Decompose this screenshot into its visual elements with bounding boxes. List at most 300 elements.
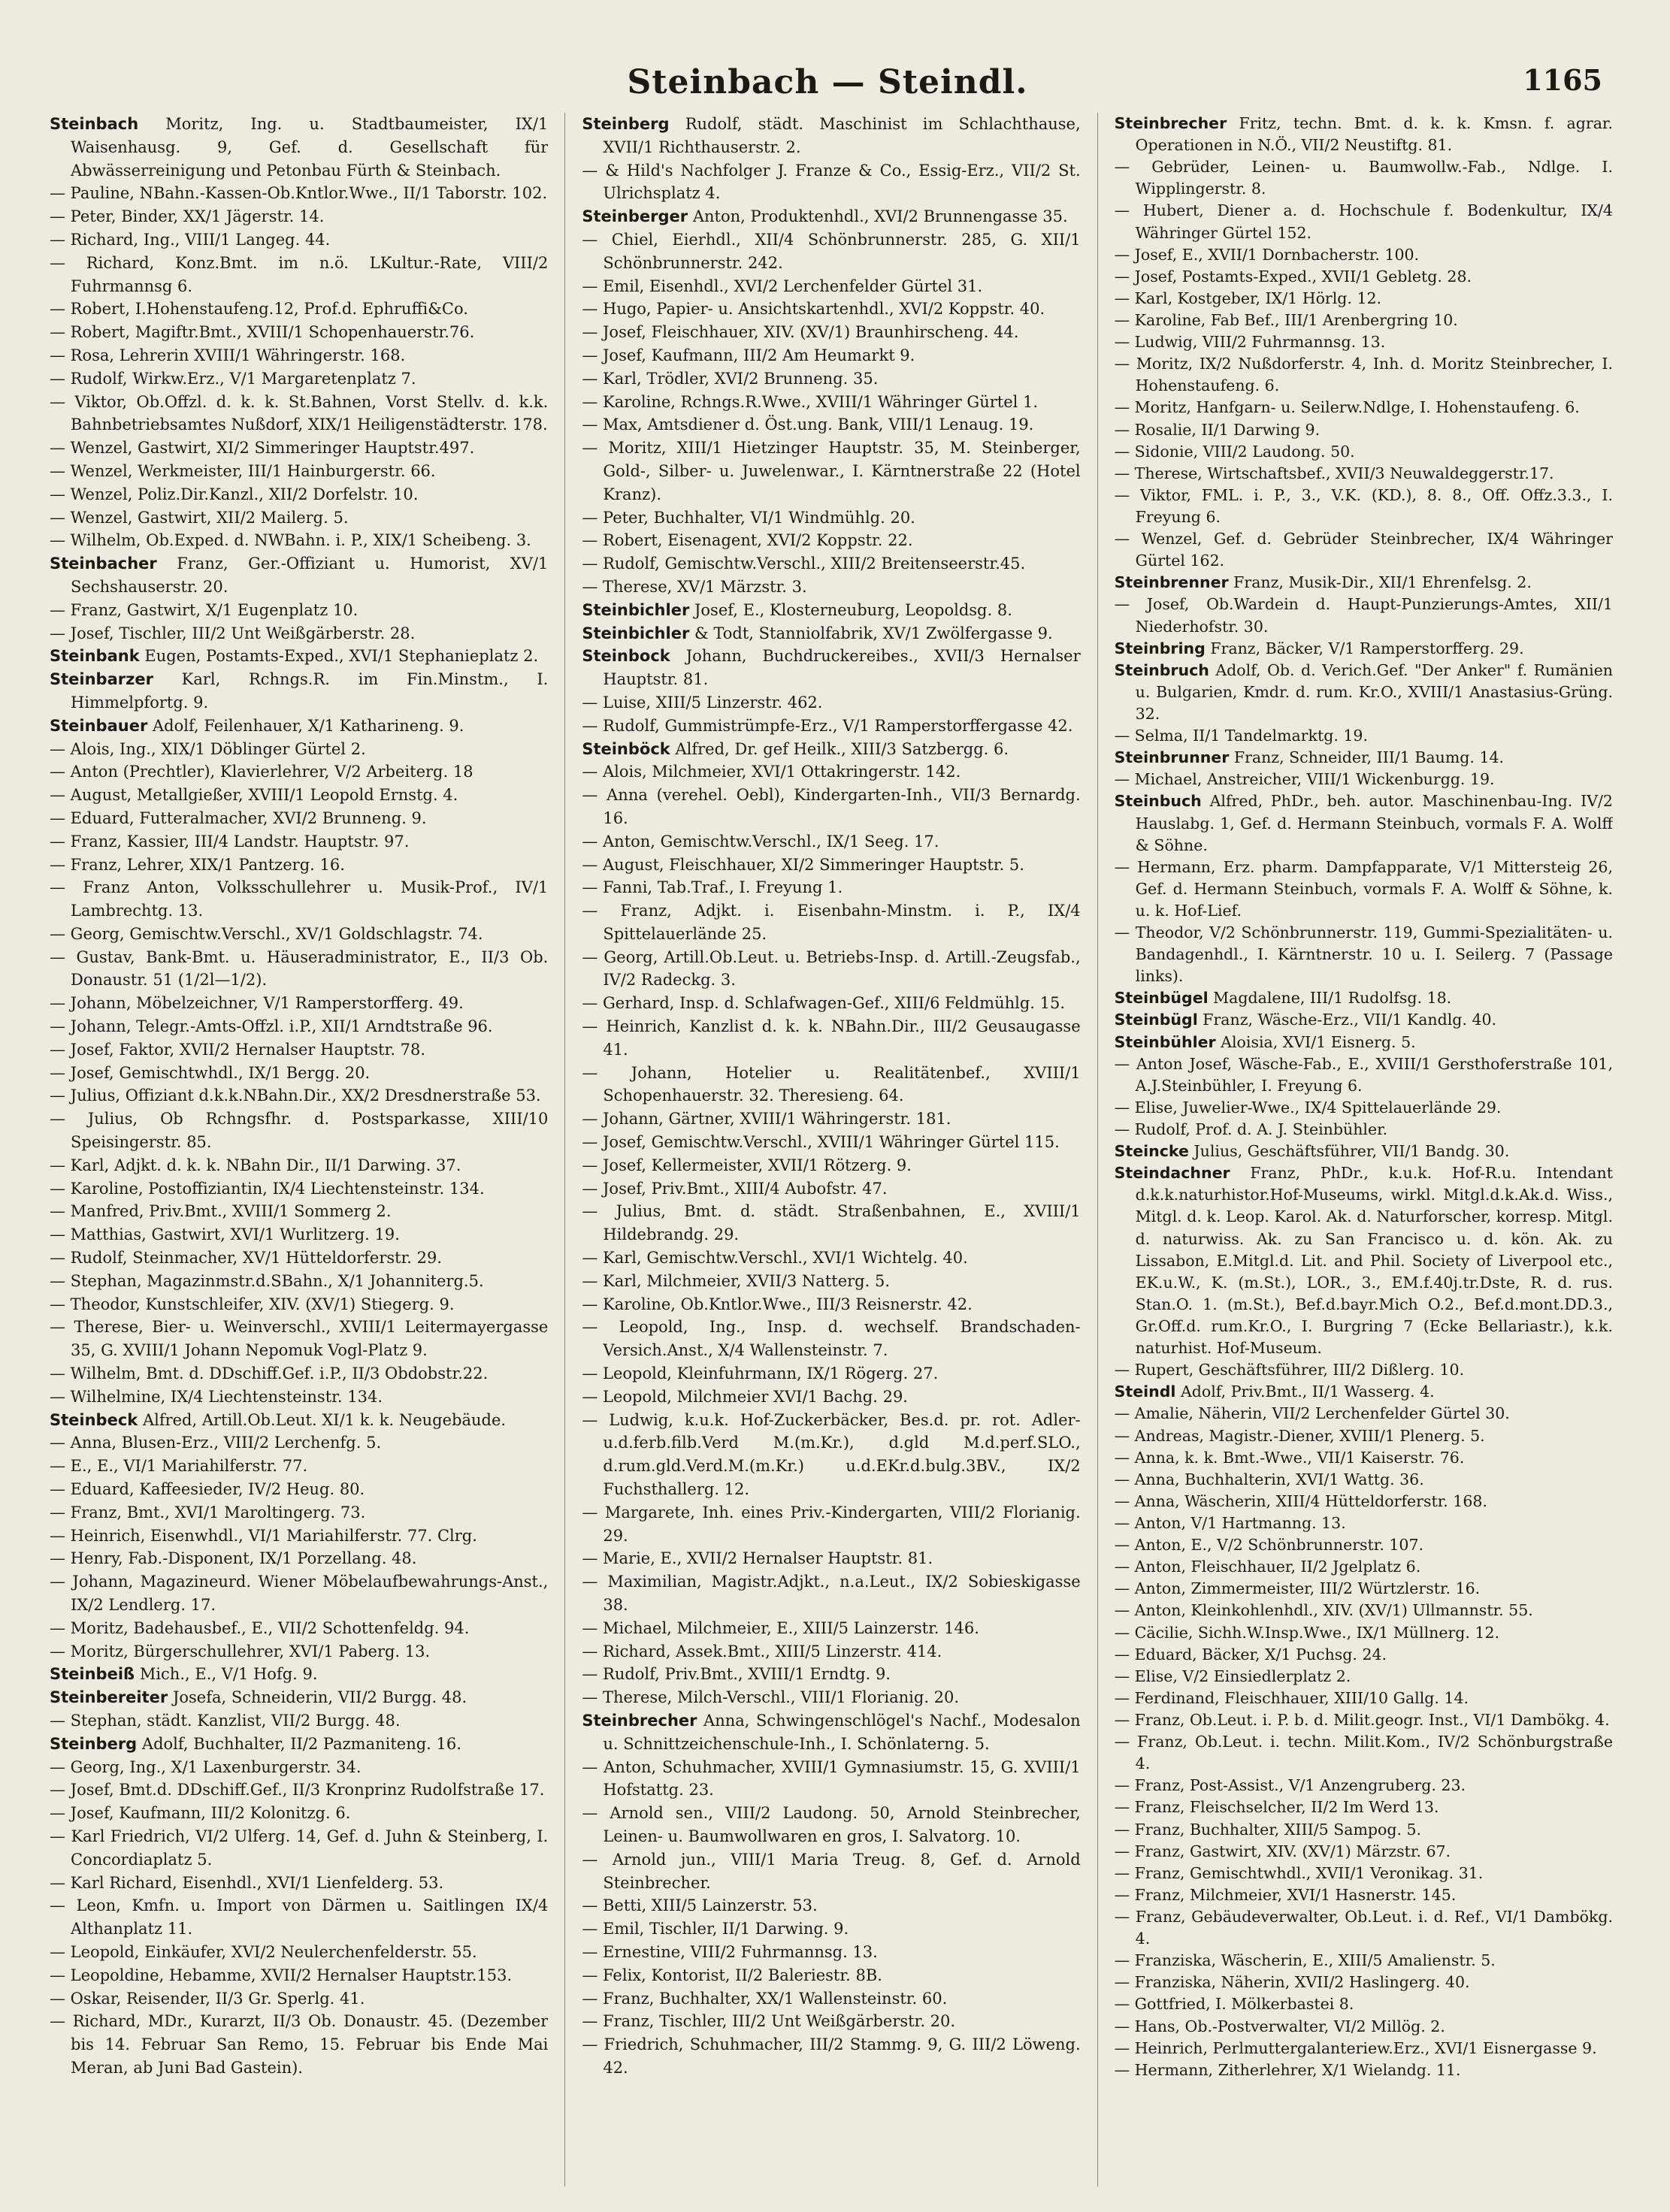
directory-entry (1115, 1841, 1613, 1863)
entry-text: Josef, E., Klosterneuburg, Leopoldsg. 8. (694, 600, 1012, 619)
entry-text: — Rudolf, Wirkw.Erz., V/1 Margaretenplatz 7. (50, 369, 416, 388)
directory-entry (1115, 2016, 1613, 2038)
directory-entry (582, 1709, 1080, 1756)
entry-text: Anna, Schwingenschlögel's Nachf., Modesalon u. Schnittzeichenschule-Inh., I. Schönlaterng. 5. (603, 1711, 1081, 1753)
entry-text: Franz, PhDr., k.u.k. Hof-R.u. Intendant d.k.k.naturhistor.Hof-Museums, wirkl. Mitgl.d.k.Ak.d. Wiss., Mitgl. d. k. Leop. Karol. Ak. d. Naturforscher, korresp. Mitgl. d. naturwiss. Ak. zu San Francisco u. d. kön. Ak. zu Lissabon, E.Mitgl.d. Lit. and Phil. Society of Liverpool etc., EK.u.W., K. (m.St.), LOR., 3., EM.f.40j.tr.Dste, R. d. rus. Stan.O. 1. (m.St.), Bef.d.bayr.Mich O.2., Bef.d.mont.DD.3., Gr.Off.d. rum.Kr.O., I. Burgring 7 (Ecke Bellariastr.), k.k. naturhist. Hof-Museum. (1135, 1164, 1613, 1358)
entry-text: — Anton (Prechtler), Klavierlehrer, V/2 Arbeiterg. 18 (50, 763, 473, 781)
entry-text: — Karoline, Fab Bef., III/1 Arenbergring 10. (1114, 310, 1458, 329)
entry-surname: Steinbank (50, 647, 140, 666)
directory-entry (1115, 1863, 1613, 1884)
directory-entry (582, 830, 1080, 854)
directory-entry (1115, 156, 1613, 200)
directory-entry (582, 506, 1080, 530)
directory-entry (50, 1362, 548, 1386)
entry-text: — Felix, Kontorist, II/2 Baleriestr. 8B. (582, 1966, 882, 1984)
directory-entry (582, 298, 1080, 321)
entry-text: — Josef, Gemischtw.Verschl., XVIII/1 Währinger Gürtel 115. (582, 1133, 1060, 1152)
entry-text: — Amalie, Näherin, VII/2 Lerchenfelder Gürtel 30. (1114, 1404, 1510, 1423)
directory-entry (582, 992, 1080, 1015)
directory-entry (582, 622, 1080, 645)
entry-text: Franz, Ger.-Offiziant u. Humorist, XV/1 Sechshauserstr. 20. (71, 555, 549, 596)
entry-text: — Max, Amtsdiener d. Öst.ung. Bank, VIII/1 Lenaug. 19. (582, 416, 1034, 434)
entry-text: — Johann, Hotelier u. Realitätenbef., XVIII/1 Schopenhauerstr. 32. Theresieng. 64. (582, 1063, 1081, 1105)
entry-surname: Steinbügl (1114, 1011, 1198, 1029)
entry-text: — Josef, Faktor, XVII/2 Hernalser Hauptstr. 78. (50, 1040, 426, 1059)
directory-entry (1115, 2038, 1613, 2059)
entry-surname: Steinberg (50, 1734, 138, 1753)
entry-surname: Steindl (1114, 1382, 1176, 1401)
entry-text: — Franziska, Näherin, XVII/2 Haslingerg. 40. (1114, 1973, 1470, 1992)
entry-surname: Steinbeiß (50, 1665, 135, 1684)
entry-text: — Eduard, Futteralmacher, XVI/2 Brunneng. 9. (50, 808, 427, 827)
entry-text: — Karl, Milchmeier, XVII/3 Natterg. 5. (582, 1271, 890, 1290)
entry-text: — Anna, k. k. Bmt.-Wwe., VII/1 Kaiserstr. 76. (1114, 1448, 1465, 1467)
entry-surname: Steinbring (1114, 639, 1206, 657)
entry-surname: Steinbacher (50, 555, 157, 573)
directory-entry (582, 344, 1080, 367)
entry-text: — Betti, XIII/5 Lainzerstr. 53. (582, 1896, 818, 1915)
directory-entry (1115, 419, 1613, 441)
entry-text: — Johann, Magazineurd. Wiener Möbelaufbewahrungs-Anst., IX/2 Lendlerg. 17. (50, 1573, 549, 1614)
directory-entry (582, 367, 1080, 391)
entry-text: — Anton, Gemischtw.Verschl., IX/1 Seeg. 17. (582, 832, 939, 851)
entry-text: — Theodor, Kunstschleifer, XIV. (XV/1) Stiegerg. 9. (50, 1295, 455, 1313)
directory-entry (1115, 1819, 1613, 1841)
entry-text: — Hans, Ob.-Postverwalter, VI/2 Millög. 2. (1114, 2017, 1445, 2035)
directory-entry (50, 1894, 548, 1941)
directory-entry (1115, 200, 1613, 243)
directory-entry (1115, 288, 1613, 310)
entry-text: — Rosalie, II/1 Darwing 9. (1114, 420, 1321, 439)
entry-text: — Wenzel, Gef. d. Gebrüder Steinbrecher, IX/4 Währinger Gürtel 162. (1114, 530, 1613, 570)
directory-entry (582, 1756, 1080, 1803)
directory-entry (1115, 987, 1613, 1009)
directory-entry (582, 784, 1080, 830)
entry-text: — Franz, Gebäudeverwalter, Ob.Leut. i. d. Ref., VI/1 Dambökg. 4. (1114, 1907, 1613, 1948)
directory-entry (582, 715, 1080, 738)
entry-text: — Wenzel, Poliz.Dir.Kanzl., XII/2 Dorfelstr. 10. (50, 485, 419, 503)
directory-entry (1115, 1359, 1613, 1381)
entry-text: — Richard, Konz.Bmt. im n.ö. LKultur.-Rate, VIII/2 Fuhrmannsg 6. (50, 253, 549, 295)
entry-text: Karl, Rchngs.R. im Fin.Minstm., I. Himmelpfortg. 9. (71, 670, 549, 712)
directory-entry (1115, 1709, 1613, 1731)
directory-entry (582, 529, 1080, 552)
entry-text: — Georg, Artill.Ob.Leut. u. Betriebs-Insp. d. Artill.-Zeugsfab., IV/2 Radeckg. 3. (582, 947, 1081, 990)
directory-entry (1115, 1141, 1613, 1162)
entry-text: — Anton, Schuhmacher, XVIII/1 Gymnasiumstr. 15, G. XVIII/1 Hofstattg. 23. (582, 1757, 1081, 1800)
entry-text: — Leopold, Milchmeier XVI/1 Bachg. 29. (582, 1387, 908, 1406)
directory-entry (582, 691, 1080, 715)
directory-entry (50, 1154, 548, 1177)
entry-text: — Franz, Fleischselcher, II/2 Im Werd 13. (1114, 1798, 1439, 1817)
directory-entry (50, 1663, 548, 1686)
entry-text: Mich., E., V/1 Hofg. 9. (139, 1665, 318, 1684)
directory-entry (1115, 594, 1613, 637)
entry-text: — Georg, Gemischtw.Verschl., XV/1 Goldschlagstr. 74. (50, 924, 483, 943)
entry-text: — Emil, Tischler, II/1 Darwing. 9. (582, 1920, 849, 1939)
directory-entry (582, 275, 1080, 298)
directory-entry (582, 1547, 1080, 1570)
entry-text: Adolf, Ob. d. Verich.Gef. "Der Anker" f. Rumänien u. Bulgarien, Kmdr. d. rum. Kr.O., XVIII/1 Anastasius-Grüng. 32. (1135, 660, 1613, 723)
directory-entry (50, 298, 548, 321)
entry-text: — Josef, Bmt.d. DDschiff.Gef., II/3 Kronprinz Rudolfstraße 17. (50, 1781, 545, 1800)
directory-entry (50, 1455, 548, 1478)
directory-entry (50, 645, 548, 668)
entry-text: Josefa, Schneiderin, VII/2 Burgg. 48. (172, 1688, 467, 1707)
directory-entry (50, 1409, 548, 1432)
directory-entry (1115, 725, 1613, 747)
directory-entry (582, 1570, 1080, 1617)
entry-text: Moritz, Ing. u. Stadtbaumeister, IX/1 Waisenhausg. 9, Gef. d. Gesellschaft für Abwässerreinigung und Petonbau Fürth & Steinbach. (71, 115, 549, 180)
entry-text: — Viktor, Ob.Offzl. d. k. k. St.Bahnen, Vorst Stellv. d. k.k. Bahnbetriebsamtes Nußdorf, XIX/1 Heiligenstädterstr. 178. (50, 392, 549, 434)
directory-entry (50, 992, 548, 1015)
column-3 (1115, 113, 1613, 2186)
entry-text: — Robert, Eisenagent, XVI/2 Koppstr. 22. (582, 531, 913, 550)
directory-entry (582, 1200, 1080, 1247)
directory-entry (582, 1270, 1080, 1293)
entry-text: — Sidonie, VIII/2 Laudong. 50. (1114, 442, 1355, 461)
entry-text: Aloisia, XVI/1 Eisnerg. 5. (1221, 1032, 1416, 1051)
directory-entry (582, 854, 1080, 877)
directory-entry (50, 1686, 548, 1709)
entry-text: — Hugo, Papier- u. Ansichtskartenhdl., XVI/2 Koppstr. 40. (582, 300, 1045, 319)
directory-entry (582, 437, 1080, 506)
entry-text: — Leopoldine, Hebamme, XVII/2 Hernalser Hauptstr.153. (50, 1966, 513, 1984)
directory-entry (1115, 1534, 1613, 1556)
directory-entry (50, 1015, 548, 1038)
directory-entry (50, 923, 548, 946)
directory-entry (50, 760, 548, 784)
directory-entry (50, 1108, 548, 1154)
entry-text: — Franz, Tischler, III/2 Unt Weißgärberstr. 20. (582, 2012, 956, 2031)
directory-entry (50, 715, 548, 738)
entry-text: — Franz, Lehrer, XIX/1 Pantzerg. 16. (50, 855, 345, 874)
directory-entry (1115, 1403, 1613, 1425)
entry-text: — Johann, Möbelzeichner, V/1 Ramperstorfferg. 49. (50, 994, 464, 1013)
directory-entry (50, 1177, 548, 1201)
directory-entry (582, 413, 1080, 437)
directory-entry (582, 2033, 1080, 2080)
entry-text: — Ludwig, VIII/2 Fuhrmannsg. 13. (1114, 333, 1386, 352)
entry-text: — Therese, Milch-Verschl., VIII/1 Florianig. 20. (582, 1688, 960, 1707)
entry-surname: Steinbereiter (50, 1688, 168, 1707)
directory-entry (1115, 1884, 1613, 1906)
directory-entry (582, 1941, 1080, 1964)
directory-entry (50, 483, 548, 506)
entry-surname: Steinbrenner (1114, 573, 1229, 592)
directory-entry (582, 552, 1080, 576)
directory-entry (1115, 1032, 1613, 1053)
entry-text: — Rudolf, Gummistrümpfe-Erz., V/1 Ramperstorffergasse 42. (582, 716, 1073, 735)
entry-text: — Robert, I.Hohenstaufeng.12, Prof.d. Ephruffi&Co. (50, 300, 468, 319)
directory-entry (50, 1802, 548, 1825)
entry-text: — Alois, Milchmeier, XVI/1 Ottakringerstr. 142. (582, 763, 961, 781)
entry-text: — Josef, E., XVII/1 Dornbacherstr. 100. (1114, 245, 1420, 264)
directory-entry (50, 391, 548, 437)
directory-entry (582, 391, 1080, 414)
entry-text: — Leopold, Kleinfuhrmann, IX/1 Rögerg. 27. (582, 1364, 939, 1383)
entry-text: — Josef, Ob.Wardein d. Haupt-Punzierungs-Amtes, XII/1 Niederhofstr. 30. (1114, 595, 1613, 636)
entry-text: — Matthias, Gastwirt, XVI/1 Wurlitzerg. 19. (50, 1225, 400, 1244)
entry-text: — August, Fleischhauer, XI/2 Simmeringer Hauptstr. 5. (582, 855, 1024, 874)
directory-entry (50, 2010, 548, 2079)
entry-surname: Steinbrunner (1114, 748, 1230, 767)
directory-entry (50, 367, 548, 391)
entry-text: — Therese, XV/1 Märzstr. 3. (582, 577, 807, 596)
directory-entry (50, 1941, 548, 1964)
entry-surname: Steinbichler (582, 624, 690, 642)
directory-entry (50, 1709, 548, 1733)
entry-text: — Josef, Tischler, III/2 Unt Weißgärberstr. 28. (50, 624, 416, 642)
directory-entry (1115, 331, 1613, 353)
directory-entry (1115, 1009, 1613, 1031)
directory-entry (582, 1386, 1080, 1409)
entry-text: — Josef, Kaufmann, III/2 Am Heumarkt 9. (582, 346, 915, 364)
directory-entry (50, 738, 548, 761)
entry-text: — Cäcilie, Sichh.W.Insp.Wwe., IX/1 Müllnerg. 12. (1114, 1623, 1500, 1642)
directory-entry (50, 876, 548, 923)
entry-text: — Wilhelmine, IX/4 Liechtensteinstr. 134. (50, 1387, 383, 1406)
directory-entry (50, 1038, 548, 1062)
directory-entry (582, 1247, 1080, 1270)
directory-entry (582, 1894, 1080, 1917)
directory-entry (1115, 1972, 1613, 1993)
directory-entry (1115, 1053, 1613, 1097)
entry-text: — Karl Richard, Eisenhdl., XVI/1 Lienfelderg. 53. (50, 1873, 444, 1892)
entry-text: — Franz Anton, Volksschullehrer u. Musik-Prof., IV/1 Lambrechtg. 13. (50, 878, 549, 920)
directory-entry (50, 1778, 548, 1802)
page-header (53, 53, 1602, 105)
entry-text: — Ludwig, k.u.k. Hof-Zuckerbäcker, Bes.d. pr. rot. Adler-u.d.ferb.filb.Verd M.(m.Kr.), d.gld M.d.perf.SLO., d.rum.gld.Verd.M.(m.Kr.) u.d.EKr.d.bulg.3BV., IX/2 Fuchsthallerg. 12. (582, 1410, 1081, 1499)
entry-text: — Peter, Buchhalter, VI/1 Windmühlg. 20. (582, 508, 915, 527)
entry-text: — Arnold jun., VIII/1 Maria Treug. 8, Gef. d. Arnold Steinbrecher. (582, 1850, 1081, 1892)
entry-text: — Leon, Kmfn. u. Import von Därmen u. Saitlingen IX/4 Althanplatz 11. (50, 1896, 549, 1939)
directory-entry (50, 1223, 548, 1247)
directory-entry (1115, 1666, 1613, 1688)
directory-entry (50, 668, 548, 715)
entry-surname: Steinbarzer (50, 670, 153, 689)
directory-entry (1115, 528, 1613, 572)
entry-surname: Steinbruch (1114, 660, 1209, 679)
directory-entry (1115, 463, 1613, 485)
directory-entry (582, 321, 1080, 344)
entry-text: — Anna, Buchhalterin, XVI/1 Wattg. 36. (1114, 1470, 1424, 1488)
directory-entry (50, 552, 548, 599)
entry-text: — Franz, Gemischtwhdl., XVII/1 Veronikag. 31. (1114, 1863, 1484, 1882)
entry-text: — Leopold, Ing., Insp. d. wechself. Brandschaden-Versich.Anst., X/4 Wallensteinstr. 7. (582, 1318, 1081, 1360)
directory-entry (50, 1247, 548, 1270)
directory-entry (582, 738, 1080, 761)
entry-text: — Pauline, NBahn.-Kassen-Ob.Kntlor.Wwe., II/1 Taborstr. 102. (50, 184, 548, 203)
directory-entry (1115, 572, 1613, 594)
directory-entry (582, 1108, 1080, 1131)
entry-text: Alfred, Dr. gef Heilk., XIII/3 Satzbergg. 6. (675, 739, 1009, 758)
entry-text: — Robert, Magiftr.Bmt., XVIII/1 Schopenhauerstr.76. (50, 323, 475, 342)
directory-entry (50, 1987, 548, 2011)
entry-text: — Wenzel, Gastwirt, XI/2 Simmeringer Hauptstr.497. (50, 439, 475, 458)
directory-entry (50, 1617, 548, 1640)
entry-surname: Steincke (1114, 1142, 1189, 1161)
entry-text: — Heinrich, Perlmuttergalanteriew.Erz., XVI/1 Eisnergasse 9. (1114, 2038, 1597, 2057)
directory-entry (50, 1640, 548, 1664)
entry-text: — Andreas, Magistr.-Diener, XVIII/1 Plenerg. 5. (1114, 1426, 1485, 1445)
directory-entry (50, 1872, 548, 1895)
entry-text: Franz, Wäsche-Erz., VII/1 Kandlg. 40. (1203, 1011, 1497, 1029)
directory-entry (50, 1200, 548, 1223)
directory-entry (50, 1547, 548, 1570)
running-title: Steinbach — Steindl. (627, 63, 1028, 101)
entry-text: — Gottfried, I. Mölkerbastei 8. (1114, 1995, 1354, 2014)
entry-text: — Julius, Ob Rchngsfhr. d. Postsparkasse, XIII/10 Speisingerstr. 85. (50, 1110, 549, 1152)
entry-surname: Steinbeck (50, 1410, 138, 1429)
entry-surname: Steinbühler (1114, 1032, 1216, 1051)
entry-text: — Franz, Gastwirt, X/1 Eugenplatz 10. (50, 600, 359, 619)
directory-entry (50, 784, 548, 807)
entry-text: — Anton, Kleinkohlenhdl., XIV. (XV/1) Ullmannstr. 55. (1114, 1601, 1533, 1620)
directory-entry (1115, 353, 1613, 397)
directory-entry (1115, 1097, 1613, 1119)
entry-text: — Stephan, Magazinmstr.d.SBahn., X/1 Johanniterg.5. (50, 1271, 484, 1290)
directory-entry (582, 899, 1080, 946)
directory-entry (1115, 1425, 1613, 1447)
entry-text: — Michael, Anstreicher, VIII/1 Wickenburgg. 19. (1114, 770, 1495, 789)
entry-text: — Arnold sen., VIII/2 Laudong. 50, Arnold Steinbrecher, Leinen- u. Baumwollwaren en gros, I. Salvatorg. 10. (582, 1804, 1081, 1845)
entry-text: — Gustav, Bank-Bmt. u. Häuseradministrator, E., II/3 Ob. Donaustr. 51 (1/2l—1/2). (50, 947, 549, 990)
directory-entry (1115, 747, 1613, 769)
directory-entry (582, 876, 1080, 899)
entry-text: — Hermann, Erz. pharm. Dampfapparate, V/1 Mittersteig 26, Gef. d. Hermann Steinbuch, vormals F. A. Wolff & Söhne, k. u. k. Hof-Lief. (1114, 857, 1613, 920)
entry-text: — Anton, E., V/2 Schönbrunnerstr. 107. (1114, 1536, 1423, 1555)
entry-text: — Gebrüder, Leinen- u. Baumwollw.-Fab., Ndlge. I. Wipplingerstr. 8. (1114, 158, 1613, 198)
entry-text: — Josef, Fleischhauer, XIV. (XV/1) Braunhirscheng. 44. (582, 323, 1019, 342)
directory-entry (582, 1964, 1080, 1987)
directory-entry (1115, 1688, 1613, 1709)
directory-entry (50, 1293, 548, 1316)
directory-entry (1115, 441, 1613, 463)
entry-text: — Franz, Kassier, III/4 Landstr. Hauptstr. 97. (50, 832, 410, 851)
entry-text: — Julius, Bmt. d. städt. Straßenbahnen, E., XVIII/1 Hildebrandg. 29. (582, 1202, 1081, 1244)
directory-entry (582, 159, 1080, 206)
directory-entry (50, 946, 548, 993)
entry-surname: Steinbrecher (582, 1711, 697, 1730)
entry-text: — Franziska, Wäscherin, E., XIII/5 Amalienstr. 5. (1114, 1951, 1496, 1970)
entry-surname: Steinberg (582, 115, 670, 133)
directory-entry (582, 1177, 1080, 1201)
directory-entry (1115, 1162, 1613, 1359)
directory-entry (582, 1617, 1080, 1640)
directory-entry (50, 1478, 548, 1501)
entry-text: Fritz, techn. Bmt. d. k. k. Kmsn. f. agrar. Operationen in N.Ö., VII/2 Neustiftg. 81. (1135, 114, 1613, 155)
columns (50, 113, 1613, 2186)
directory-entry (50, 1525, 548, 1548)
entry-text: — Fanni, Tab.Traf., I. Freyung 1. (582, 878, 843, 897)
entry-text: — Franz, Post-Assist., V/1 Anzengruberg. 23. (1114, 1776, 1466, 1795)
entry-text: — Moritz, Badehausbef., E., VII/2 Schottenfeldg. 94. (50, 1618, 470, 1637)
entry-text: — Karl, Adjkt. d. k. k. NBahn Dir., II/1 Darwing. 37. (50, 1156, 461, 1174)
directory-entry (582, 1663, 1080, 1686)
page-number: 1165 (1523, 63, 1602, 97)
directory-entry (50, 1316, 548, 1362)
entry-text: — Marie, E., XVII/2 Hernalser Hauptstr. 81. (582, 1549, 933, 1568)
entry-text: — Richard, MDr., Kurarzt, II/3 Ob. Donaustr. 45. (Dezember bis 14. Februar San Remo, 15. Februar bis Ende Mai Meran, ab Juni Bad Gastein). (50, 2012, 549, 2077)
directory-entry (582, 1316, 1080, 1362)
directory-entry (582, 1362, 1080, 1386)
entry-text: — Viktor, FML. i. P., 3., V.K. (KD.), 8. 8., Off. Offz.3.3., I. Freyung 6. (1114, 485, 1613, 526)
entry-text: Julius, Geschäftsführer, VII/1 Bandg. 30. (1194, 1142, 1510, 1161)
entry-text: — Josef, Priv.Bmt., XIII/4 Aubofstr. 47. (582, 1179, 888, 1198)
entry-text: — Eduard, Bäcker, X/1 Puchsg. 24. (1114, 1645, 1387, 1664)
directory-entry (582, 760, 1080, 784)
directory-entry (50, 506, 548, 530)
directory-entry (582, 1501, 1080, 1548)
directory-entry (1115, 1796, 1613, 1818)
entry-text: — Wilhelm, Bmt. d. DDschiff.Gef. i.P., II/3 Obdobstr.22. (50, 1364, 489, 1383)
entry-text: — Moritz, Bürgerschullehrer, XVI/1 Paberg. 13. (50, 1642, 431, 1661)
directory-entry (1115, 1556, 1613, 1578)
directory-entry (1115, 113, 1613, 156)
directory-entry (1115, 1644, 1613, 1666)
entry-text: Alfred, PhDr., beh. autor. Maschinenbau-Ing. IV/2 Hauslabg. 1, Gef. d. Hermann Steinbuch, vormals F. A. Wolff & Söhne. (1135, 792, 1613, 854)
entry-text: — Anton, Fleischhauer, II/2 Jgelplatz 6. (1114, 1558, 1421, 1576)
directory-entry (582, 1131, 1080, 1154)
entry-text: — Karl Friedrich, VI/2 Ulferg. 14, Gef. d. Juhn & Steinberg, I. Concordiaplatz 5. (50, 1827, 549, 1869)
entry-text: — Rupert, Geschäftsführer, III/2 Dißlerg. 10. (1114, 1361, 1465, 1379)
directory-entry (50, 205, 548, 228)
directory-entry (50, 460, 548, 483)
directory-entry (1115, 266, 1613, 288)
directory-entry (50, 1062, 548, 1085)
entry-text: — Anton, Zimmermeister, III/2 Würtzlerstr. 16. (1114, 1579, 1481, 1598)
directory-entry (582, 1154, 1080, 1177)
directory-entry (582, 228, 1080, 275)
entry-text: — Richard, Assek.Bmt., XIII/5 Linzerstr. 414. (582, 1642, 942, 1661)
entry-text: — Karl, Gemischtw.Verschl., XVI/1 Wichtelg. 40. (582, 1249, 968, 1268)
entry-text: — Anton, V/1 Hartmanng. 13. (1114, 1514, 1346, 1532)
entry-text: — E., E., VI/1 Mariahilferstr. 77. (50, 1457, 308, 1476)
directory-entry (1115, 1469, 1613, 1491)
directory-entry (582, 1802, 1080, 1848)
directory-entry (582, 1409, 1080, 1501)
entry-text: — Henry, Fab.-Disponent, IX/1 Porzellang. 48. (50, 1549, 417, 1568)
entry-text: Adolf, Feilenhauer, X/1 Katharineng. 9. (153, 716, 464, 735)
entry-text: — Chiel, Eierhdl., XII/4 Schönbrunnerstr. 285, G. XII/1 Schönbrunnerstr. 242. (582, 230, 1081, 272)
entry-text: — Georg, Ing., X/1 Laxenburgerstr. 34. (50, 1757, 362, 1776)
directory-entry (50, 1964, 548, 1987)
entry-text: — Wilhelm, Ob.Exped. d. NWBahn. i. P., XIX/1 Scheibeng. 3. (50, 531, 531, 550)
directory-entry (1115, 1775, 1613, 1796)
entry-text: — Rudolf, Steinmacher, XV/1 Hütteldorferstr. 29. (50, 1249, 443, 1268)
entry-text: — Heinrich, Kanzlist d. k. k. NBahn.Dir., III/2 Geusaugasse 41. (582, 1017, 1081, 1059)
directory-entry (50, 321, 548, 344)
directory-entry (582, 1917, 1080, 1941)
entry-surname: Steinbügel (1114, 989, 1209, 1008)
entry-text: — Karl, Trödler, XVI/2 Brunneng. 35. (582, 369, 879, 388)
directory-entry (50, 1733, 548, 1756)
entry-text: — Theodor, V/2 Schönbrunnerstr. 119, Gummi-Spezialitäten- u. Bandagenhdl., I. Kärntnerstr. 10 u. I. Seilerg. 7 (Passage links). (1114, 923, 1613, 986)
entry-text: — Richard, Ing., VIII/1 Langeg. 44. (50, 230, 331, 249)
directory-entry (1115, 1950, 1613, 1972)
entry-surname: Steinböck (582, 739, 670, 758)
directory-entry (50, 529, 548, 552)
entry-text: Adolf, Buchhalter, II/2 Pazmaniteng. 16. (141, 1734, 461, 1753)
entry-text: — Oskar, Reisender, II/3 Gr. Sperlg. 41. (50, 1989, 365, 2008)
directory-entry (1115, 790, 1613, 856)
entry-text: — Anna, Wäscherin, XIII/4 Hütteldorferstr. 168. (1114, 1491, 1487, 1510)
directory-entry (50, 252, 548, 298)
directory-entry (582, 946, 1080, 993)
entry-text: — Karoline, Ob.Kntlor.Wwe., III/3 Reisnerstr. 42. (582, 1295, 973, 1313)
directory-entry (50, 228, 548, 252)
